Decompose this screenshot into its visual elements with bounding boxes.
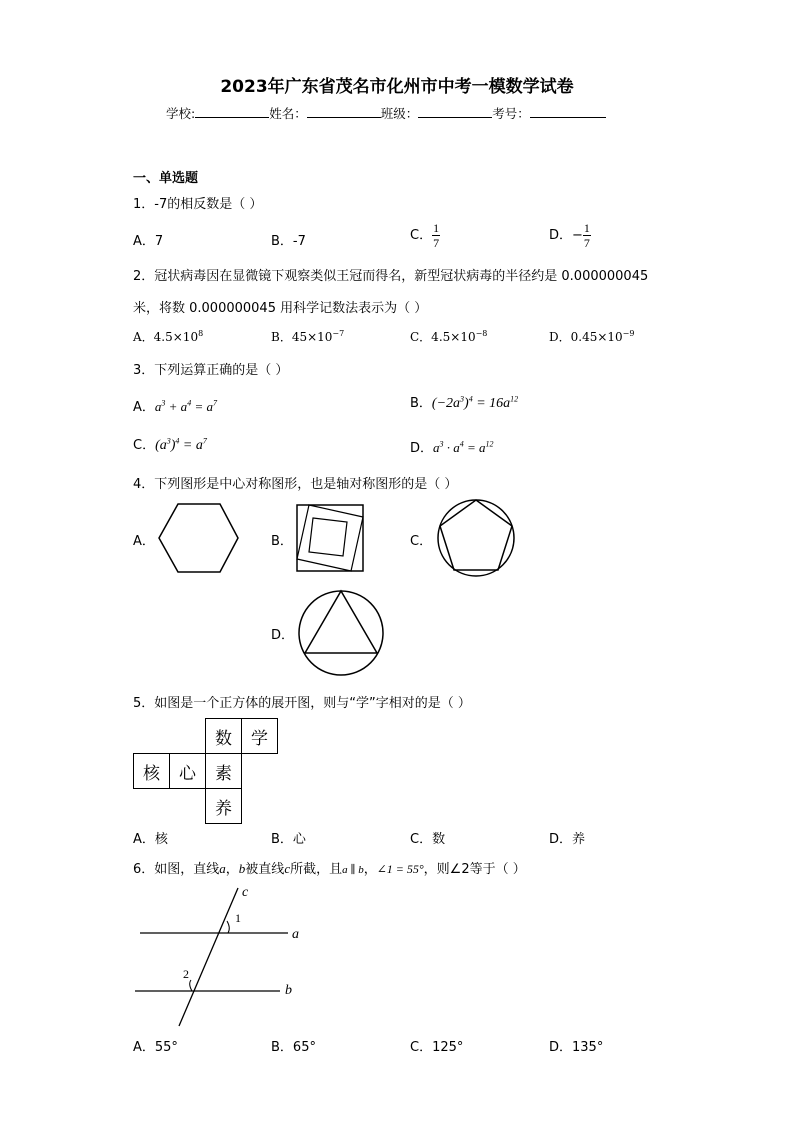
q1-stem: 1．-7的相反数是（ ） [133,197,263,212]
number-label: 考号： [492,106,530,121]
q6-option-a[interactable]: A．55° [133,1040,178,1055]
name-blank[interactable] [307,104,381,118]
hexagon-figure [158,502,240,574]
q1-option-d-label: D．− [549,228,583,243]
net-cell: 数 [206,719,242,754]
q4-option-d[interactable]: D． [271,628,295,643]
line-c-label: c [242,885,249,900]
angle-2-label: 2 [183,967,189,981]
section-heading: 一、单选题 [133,171,199,186]
q2-stem-line2: 米，将数 0.000000045 用科学记数法表示为（ ） [133,301,428,316]
q1-fraction-c: $\frac{1}{7}$ [433,221,440,250]
page-title: 2023年广东省茂名市化州市中考一模数学试卷 [220,77,574,97]
q3-option-a[interactable]: A．$a^3 + a^4 = a^7$ [133,398,217,415]
triangle-in-circle-figure [297,589,385,677]
net-cell: 素 [206,754,242,789]
line-a-label: a [292,927,299,942]
q5-option-c[interactable]: C．数 [410,832,446,847]
q2-option-d[interactable]: D．$0.45\times 10^{-9}$ [549,329,635,344]
q1-option-c-label: C． [410,228,433,243]
q3-stem: 3．下列运算正确的是（ ） [133,363,289,378]
name-label: 姓名： [269,106,307,121]
q5-stem: 5．如图是一个正方体的展开图，则与“学”字相对的是（ ） [133,696,471,711]
q4-option-b[interactable]: B． [271,534,293,549]
student-info-line [166,104,606,122]
q5-option-a[interactable]: A．核 [133,832,168,847]
q1-option-a[interactable]: A．7 [133,234,164,249]
q3-option-b[interactable]: B．$(-2a^3)^4 = 16a^{12}$ [410,394,519,411]
q2-stem-line1: 2．冠状病毒因在显微镜下观察类似王冠而得名，新型冠状病毒的半径约是 0.000000045 [133,269,649,284]
q3-formula-d: $a^3 \cdot a^4 = a^{12}$ [433,439,494,455]
q4-stem: 4．下列图形是中心对称图形，也是轴对称图形的是（ ） [133,477,458,492]
number-blank[interactable] [530,104,606,118]
q6-stem: 6．如图，直线a，b被直线c所截，且a ∥ b，∠1 = 55°，则∠2等于（ ） [133,861,526,877]
q3-formula-b: $(-2a^3)^4 = 16a^{12}$ [431,394,519,411]
net-cell: 核 [134,754,170,789]
q3-formula-a: $a^3 + a^4 = a^7$ [154,398,217,414]
school-blank[interactable] [195,104,269,118]
parallel-lines-figure [130,880,310,1030]
q3-option-c[interactable]: C．$(a^3)^4 = a^7$ [133,436,207,453]
pentagon-in-circle-figure [434,498,518,578]
square-pinwheel-figure [295,503,365,573]
q5-option-d[interactable]: D．养 [549,832,586,847]
net-cell: 养 [206,789,242,824]
q2-option-b[interactable]: B．$45\times 10^{-7}$ [271,329,345,344]
q6-option-c[interactable]: C．125° [410,1040,464,1055]
q1-fraction-d: $\frac{1}{7}$ [583,221,590,250]
q3-formula-c: $(a^3)^4 = a^7$ [155,436,207,453]
q6-option-d[interactable]: D．135° [549,1040,604,1055]
q2-option-c[interactable]: C．$4.5\times 10^{-8}$ [410,329,488,344]
q1-option-c[interactable] [410,221,440,250]
net-cell: 心 [170,754,206,789]
angle-1-label: 1 [235,911,241,925]
q1-option-b[interactable]: B．-7 [271,234,306,249]
class-blank[interactable] [418,104,492,118]
cube-net [133,718,278,824]
q4-option-a[interactable]: A． [133,534,155,549]
net-cell: 学 [242,719,278,754]
school-label: 学校: [166,106,196,121]
line-b-label: b [285,983,292,998]
q2-option-a[interactable]: A．$4.5\times 10^8$ [133,329,204,344]
q4-option-c[interactable]: C． [410,534,433,549]
class-label: 班级： [380,106,419,121]
q6-option-b[interactable]: B．65° [271,1040,316,1055]
q1-option-d[interactable] [549,221,591,250]
q3-option-d[interactable]: D．$a^3 \cdot a^4 = a^{12}$ [410,439,494,456]
q5-option-b[interactable]: B．心 [271,832,306,847]
